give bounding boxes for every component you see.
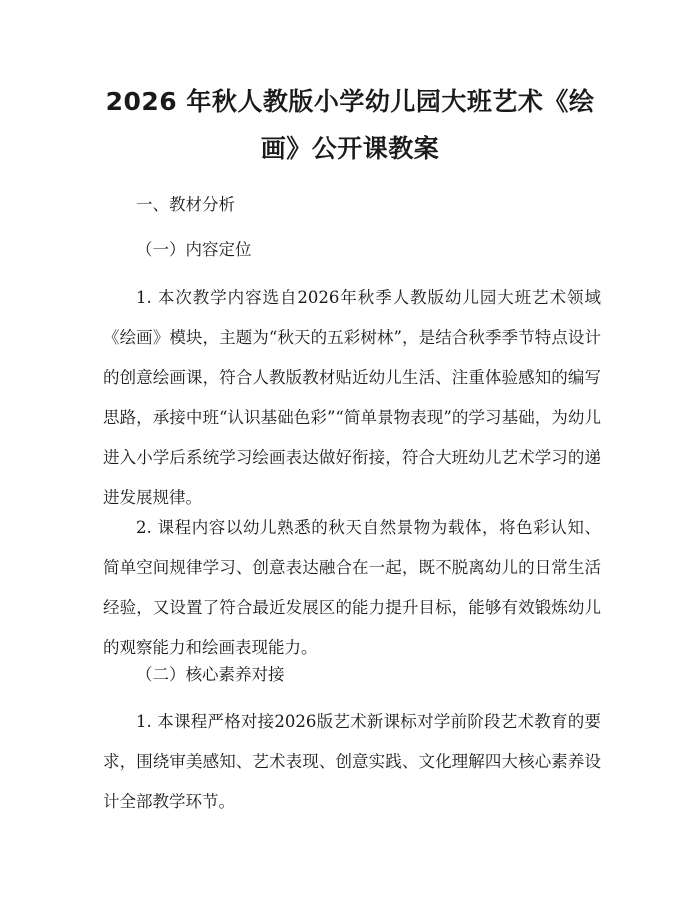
- subsection-heading-content-positioning: （一）内容定位: [136, 240, 252, 259]
- paragraph-core-literacy-1: 1. 本课程严格对接2026版艺术新课标对学前阶段艺术教育的要求，围绕审美感知、艺术表现、创意实践、文化理解四大核心素养设计全部教学环节。: [103, 712, 601, 811]
- document-title-line-2: 画》公开课教案: [260, 134, 440, 163]
- section-heading-textbook-analysis: 一、教材分析: [136, 195, 235, 214]
- document-title-line-1: 2026 年秋人教版小学幼儿园大班艺术《绘: [105, 87, 595, 116]
- paragraph-content-positioning-1: 1. 本次教学内容选自2026年秋季人教版幼儿园大班艺术领域《绘画》模块，主题为“秋天的五彩树林”，是结合秋季季节特点设计的创意绘画课，符合人教版教材贴近幼儿生活、注重体验感知的编写思路，承接中班“认识基础色彩”“简单景物表现”的学习基础，为幼儿进入小学后系统学习绘画表达做好衔接，符合大班幼儿艺术学习的递进发展规律。: [103, 288, 601, 507]
- paragraph-content-positioning-2: 2. 课程内容以幼儿熟悉的秋天自然景物为载体，将色彩认知、简单空间规律学习、创意表达融合在一起，既不脱离幼儿的日常生活经验，又设置了符合最近发展区的能力提升目标，能够有效锻炼幼儿的观察能力和绘画表现能力。: [103, 518, 601, 657]
- subsection-heading-core-literacy: （二）核心素养对接: [136, 665, 285, 684]
